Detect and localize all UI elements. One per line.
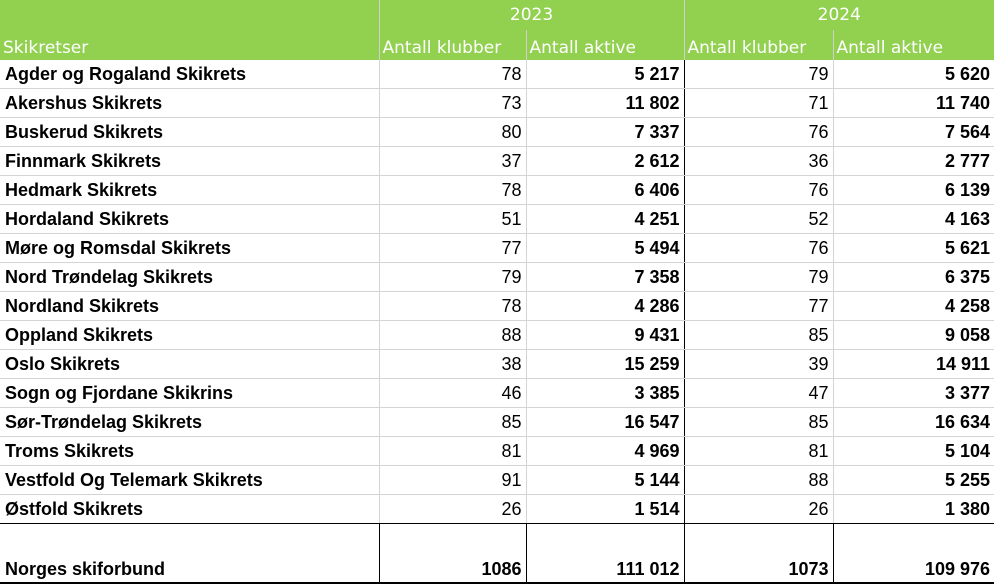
clubs-2023-cell: 81 — [379, 437, 526, 466]
table-row — [0, 147, 994, 176]
column-header-active-2024: Antall aktive — [833, 30, 994, 60]
district-name: Finnmark Skikrets — [0, 147, 379, 176]
active-2023-cell: 5 494 — [526, 234, 684, 263]
clubs-2023-cell: 26 — [379, 495, 526, 524]
clubs-2024-cell: 79 — [684, 60, 833, 89]
active-2024-cell: 14 911 — [833, 350, 994, 379]
clubs-2023-cell: 91 — [379, 466, 526, 495]
clubs-2024-cell: 47 — [684, 379, 833, 408]
year-2023-header: 2023 — [379, 0, 684, 30]
active-2024-cell: 5 621 — [833, 234, 994, 263]
clubs-2024-cell: 71 — [684, 89, 833, 118]
active-2024-cell: 5 620 — [833, 60, 994, 89]
clubs-2023-cell: 73 — [379, 89, 526, 118]
active-2023-cell: 4 286 — [526, 292, 684, 321]
table-row — [0, 466, 994, 495]
active-2023-cell: 4 251 — [526, 205, 684, 234]
clubs-2023-cell: 78 — [379, 292, 526, 321]
clubs-2023-cell: 37 — [379, 147, 526, 176]
total-clubs-2023: 1086 — [379, 524, 526, 584]
district-name: Oppland Skikrets — [0, 321, 379, 350]
active-2023-cell: 5 144 — [526, 466, 684, 495]
active-2024-cell: 4 258 — [833, 292, 994, 321]
table-row — [0, 437, 994, 466]
total-active-2023: 111 012 — [526, 524, 684, 584]
clubs-2024-cell: 52 — [684, 205, 833, 234]
column-header-clubs-2023: Antall klubber — [379, 30, 526, 60]
total-clubs-2024: 1073 — [684, 524, 833, 584]
header-blank-cell — [0, 0, 379, 30]
column-header-row — [0, 30, 994, 60]
active-2024-cell: 3 377 — [833, 379, 994, 408]
table-row — [0, 379, 994, 408]
active-2023-cell: 9 431 — [526, 321, 684, 350]
active-2024-cell: 6 139 — [833, 176, 994, 205]
clubs-2024-cell: 81 — [684, 437, 833, 466]
district-name: Buskerud Skikrets — [0, 118, 379, 147]
active-2023-cell: 5 217 — [526, 60, 684, 89]
clubs-2024-cell: 77 — [684, 292, 833, 321]
district-name: Hedmark Skikrets — [0, 176, 379, 205]
active-2024-cell: 5 255 — [833, 466, 994, 495]
year-header-row — [0, 0, 994, 30]
table-row — [0, 176, 994, 205]
column-header-clubs-2024: Antall klubber — [684, 30, 833, 60]
table-row — [0, 408, 994, 437]
district-name: Sogn og Fjordane Skikrins — [0, 379, 379, 408]
table-row — [0, 321, 994, 350]
table-row — [0, 60, 994, 89]
district-name: Agder og Rogaland Skikrets — [0, 60, 379, 89]
district-name: Sør-Trøndelag Skikrets — [0, 408, 379, 437]
clubs-2023-cell: 38 — [379, 350, 526, 379]
clubs-2024-cell: 76 — [684, 234, 833, 263]
table-row — [0, 292, 994, 321]
table-row — [0, 205, 994, 234]
total-name: Norges skiforbund — [0, 524, 379, 584]
clubs-2023-cell: 85 — [379, 408, 526, 437]
active-2024-cell: 4 163 — [833, 205, 994, 234]
clubs-2024-cell: 26 — [684, 495, 833, 524]
active-2024-cell: 16 634 — [833, 408, 994, 437]
active-2024-cell: 11 740 — [833, 89, 994, 118]
clubs-2024-cell: 76 — [684, 118, 833, 147]
active-2024-cell: 6 375 — [833, 263, 994, 292]
table-row — [0, 89, 994, 118]
active-2024-cell: 2 777 — [833, 147, 994, 176]
clubs-2023-cell: 88 — [379, 321, 526, 350]
clubs-2023-cell: 80 — [379, 118, 526, 147]
district-name: Akershus Skikrets — [0, 89, 379, 118]
clubs-2024-cell: 85 — [684, 321, 833, 350]
table-row — [0, 118, 994, 147]
clubs-2023-cell: 46 — [379, 379, 526, 408]
clubs-2024-cell: 76 — [684, 176, 833, 205]
clubs-2023-cell: 78 — [379, 60, 526, 89]
district-name: Nord Trøndelag Skikrets — [0, 263, 379, 292]
active-2024-cell: 1 380 — [833, 495, 994, 524]
clubs-2023-cell: 78 — [379, 176, 526, 205]
column-header-region: Skikretser — [0, 30, 379, 60]
clubs-2023-cell: 79 — [379, 263, 526, 292]
table-row — [0, 350, 994, 379]
active-2023-cell: 15 259 — [526, 350, 684, 379]
clubs-2024-cell: 88 — [684, 466, 833, 495]
year-2024-header: 2024 — [684, 0, 994, 30]
clubs-2023-cell: 77 — [379, 234, 526, 263]
clubs-2024-cell: 79 — [684, 263, 833, 292]
total-row — [0, 524, 994, 584]
clubs-2024-cell: 36 — [684, 147, 833, 176]
district-name: Østfold Skikrets — [0, 495, 379, 524]
clubs-2023-cell: 51 — [379, 205, 526, 234]
active-2023-cell: 4 969 — [526, 437, 684, 466]
table-row — [0, 263, 994, 292]
active-2023-cell: 7 358 — [526, 263, 684, 292]
clubs-2024-cell: 85 — [684, 408, 833, 437]
clubs-2024-cell: 39 — [684, 350, 833, 379]
district-name: Nordland Skikrets — [0, 292, 379, 321]
active-2023-cell: 1 514 — [526, 495, 684, 524]
table-row — [0, 495, 994, 524]
active-2024-cell: 9 058 — [833, 321, 994, 350]
table-body — [0, 60, 994, 583]
total-active-2024: 109 976 — [833, 524, 994, 584]
district-name: Oslo Skikrets — [0, 350, 379, 379]
active-2023-cell: 6 406 — [526, 176, 684, 205]
district-name: Vestfold Og Telemark Skikrets — [0, 466, 379, 495]
active-2024-cell: 5 104 — [833, 437, 994, 466]
active-2023-cell: 16 547 — [526, 408, 684, 437]
active-2023-cell: 3 385 — [526, 379, 684, 408]
active-2023-cell: 7 337 — [526, 118, 684, 147]
district-name: Troms Skikrets — [0, 437, 379, 466]
column-header-active-2023: Antall aktive — [526, 30, 684, 60]
district-name: Møre og Romsdal Skikrets — [0, 234, 379, 263]
active-2024-cell: 7 564 — [833, 118, 994, 147]
table-row — [0, 234, 994, 263]
active-2023-cell: 2 612 — [526, 147, 684, 176]
active-2023-cell: 11 802 — [526, 89, 684, 118]
district-name: Hordaland Skikrets — [0, 205, 379, 234]
